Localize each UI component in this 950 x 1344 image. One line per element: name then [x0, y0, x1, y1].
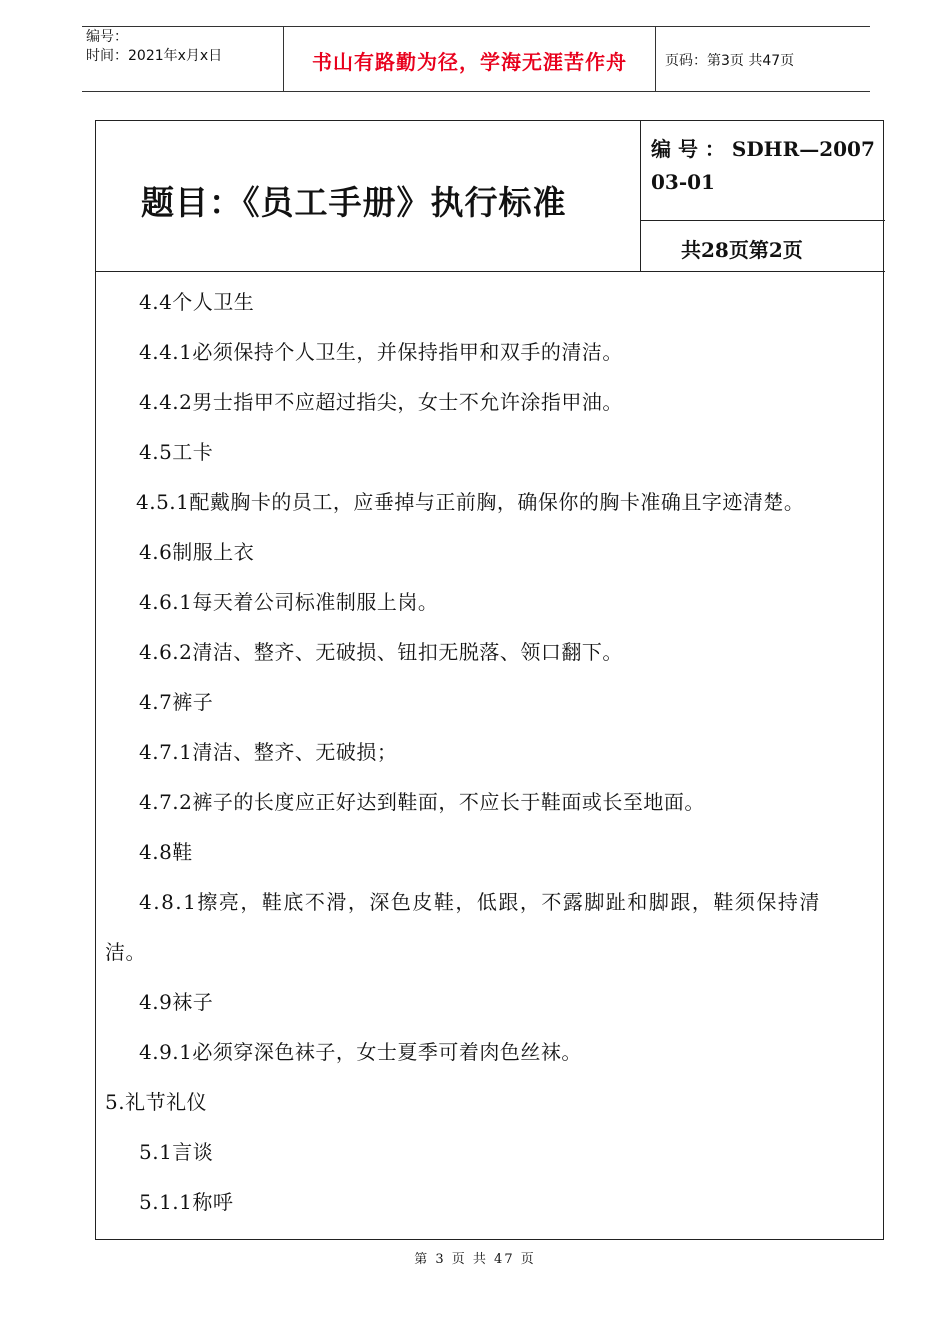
pages-cell: [641, 221, 885, 272]
body-line: 4.4.2男士指甲不应超过指尖，女士不允许涂指甲油。: [139, 390, 623, 414]
title-cell: [96, 121, 641, 272]
document-code: 编 号 ： SDHR—200703-01: [651, 137, 875, 194]
body-line: 4.9袜子: [139, 990, 214, 1014]
body-line: 4.7.1清洁、整齐、无破损；: [139, 740, 398, 764]
body-line: 4.6.1每天着公司标准制服上岗。: [139, 590, 439, 614]
header-divider-right: [655, 26, 656, 92]
header-time: 时间：2021年x月x日: [86, 48, 223, 64]
header-page-info: 页码：第3页 共47页: [665, 53, 795, 69]
body-line: 4.8.1擦亮，鞋底不滑，深色皮鞋，低跟，不露脚趾和脚跟，鞋须保持清: [139, 890, 821, 914]
body-line: 4.7.2裤子的长度应正好达到鞋面，不应长于鞋面或长至地面。: [139, 790, 705, 814]
header-rule-top: [82, 26, 870, 27]
code-cell: [641, 121, 885, 221]
header-motto: 书山有路勤为径，学海无涯苦作舟: [312, 50, 627, 74]
body-line: 4.5工卡: [139, 440, 214, 464]
body-line: 4.6制服上衣: [139, 540, 255, 564]
body-line: 4.5.1配戴胸卡的员工，应垂掉与正前胸，确保你的胸卡准确且字迹清楚。: [136, 490, 805, 514]
body-line: 5.礼节礼仪: [105, 1090, 208, 1114]
body-line: 4.9.1必须穿深色袜子，女士夏季可着肉色丝袜。: [139, 1040, 582, 1064]
document-frame: [95, 120, 884, 1240]
body-line: 5.1言谈: [139, 1140, 214, 1164]
body-line: 5.1.1称呼: [139, 1190, 234, 1214]
body-line: 4.4.1必须保持个人卫生，并保持指甲和双手的清洁。: [139, 340, 623, 364]
body-line: 4.4个人卫生: [139, 290, 255, 314]
running-header: [82, 26, 870, 92]
body-line: 4.8鞋: [139, 840, 193, 864]
document-pages: 共28页第2页: [681, 238, 803, 262]
header-meta: [86, 28, 222, 66]
body-line: 洁。: [105, 940, 146, 964]
page-footer: 第 3 页 共 47 页: [414, 1252, 536, 1267]
body-line: 4.6.2清洁、整齐、无破损、钮扣无脱落、领口翻下。: [139, 640, 623, 664]
body-line: 4.7裤子: [139, 690, 214, 714]
document-title: 题目：《员工手册》执行标准: [141, 183, 567, 222]
header-rule-bottom: [82, 91, 870, 92]
header-number-label: 编号：: [86, 29, 128, 45]
